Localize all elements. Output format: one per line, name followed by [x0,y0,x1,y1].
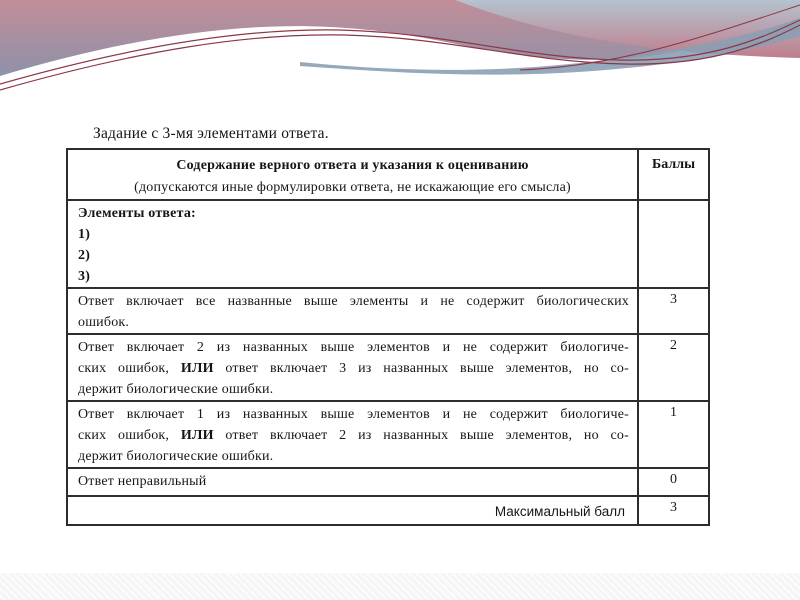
score-cell [638,200,709,288]
header-subtitle-line: (допускаются иные формулировки ответа, не искажающие его смысла) [134,180,571,195]
top-wave-decoration [0,0,800,96]
scoring-table [66,148,710,526]
text-line: ских ошибок, ИЛИ ответ включает 2 из названных выше элементов, но со- [78,428,629,443]
max-score-label: Максимальный балл [494,504,625,519]
criterion-cell [67,468,638,496]
text-line: ских ошибок, ИЛИ ответ включает 3 из названных выше элементов, но со- [78,361,629,376]
text-line: ошибок. [78,315,130,330]
criterion-cell [67,288,638,334]
score-cell: 2 [638,334,709,401]
text-line: 3) [78,269,91,284]
text-line: Ответ неправильный [78,474,207,489]
table-row-max-score [67,496,709,525]
text-line: 2) [78,248,91,263]
column-header-content [67,149,638,200]
max-score-value: 3 [638,496,709,525]
column-header-score: Баллы [638,149,709,200]
table-row-score-3 [67,288,709,334]
table-row-score-0 [67,468,709,496]
header-title-line: Содержание верного ответа и указания к оцениванию [176,158,529,173]
footer-texture-strip [0,573,800,600]
table-row-score-2 [67,334,709,401]
text-line: Ответ включает 1 из названных выше элементов и не содержит биологиче- [78,407,629,422]
text-line: держит биологические ошибки. [78,382,274,397]
table-row-score-1 [67,401,709,468]
criterion-cell [67,334,638,401]
text-line: 1) [78,227,91,242]
text-line: Ответ включает все названные выше элементы и не содержит биологических [78,294,629,309]
criterion-cell [67,401,638,468]
table-header-row [67,149,709,200]
text-line: Элементы ответа: [78,206,196,221]
table-row-answer-elements [67,200,709,288]
text-line: Ответ включает 2 из названных выше элементов и не содержит биологиче- [78,340,629,355]
score-cell: 3 [638,288,709,334]
score-cell: 1 [638,401,709,468]
max-score-label-cell [67,496,638,525]
score-cell: 0 [638,468,709,496]
answer-elements-cell [67,200,638,288]
text-line: держит биологические ошибки. [78,449,274,464]
slide-title: Задание с 3-мя элементами ответа. [93,125,329,142]
